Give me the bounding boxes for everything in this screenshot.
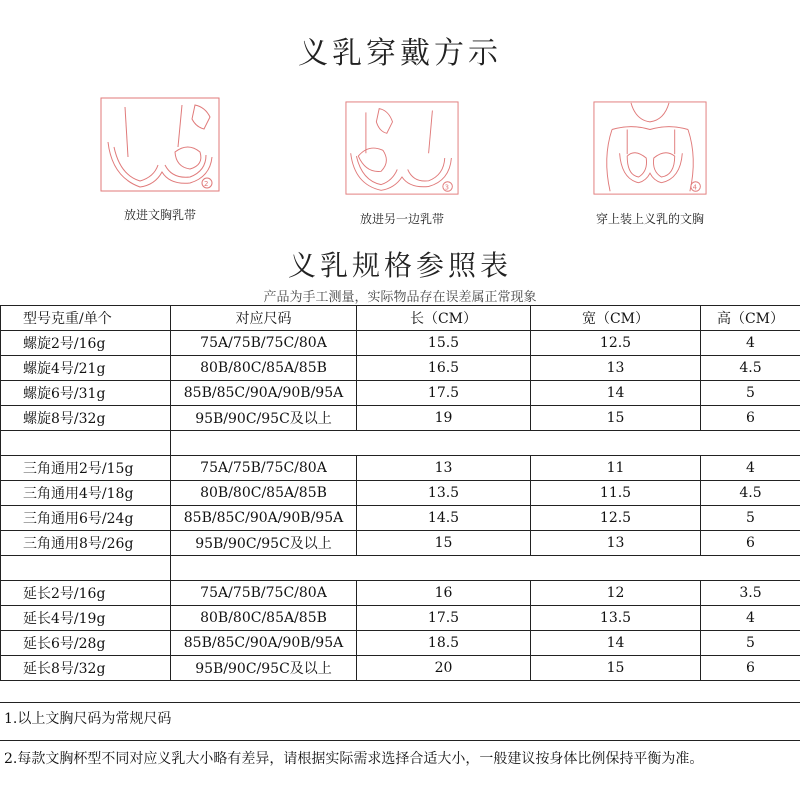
- table-cell: 三角通用2号/15g: [1, 456, 171, 481]
- table-cell: 13: [357, 456, 531, 481]
- table-cell: 75A/75B/75C/80A: [171, 331, 357, 356]
- table-row: [1, 381, 800, 406]
- table-cell: 75A/75B/75C/80A: [171, 456, 357, 481]
- table-cell: 13.5: [531, 606, 701, 631]
- table-cell: 15.5: [357, 331, 531, 356]
- table-header-cell: 对应尺码: [171, 306, 357, 331]
- table-cell: 95B/90C/95C及以上: [171, 656, 357, 681]
- table-cell: 12.5: [531, 506, 701, 531]
- table-cell: 5: [701, 506, 800, 531]
- table-cell: 85B/85C/90A/90B/95A: [171, 506, 357, 531]
- table-cell: 85B/85C/90A/90B/95A: [171, 381, 357, 406]
- bra-insert-other-side-illustration: [342, 101, 462, 196]
- table-cell: 3.5: [701, 581, 800, 606]
- table-cell: 4: [701, 331, 800, 356]
- table-cell: 12.5: [531, 331, 701, 356]
- table-cell: 80B/80C/85A/85B: [171, 356, 357, 381]
- table-row: [1, 606, 800, 631]
- table-cell: 三角通用4号/18g: [1, 481, 171, 506]
- table-row: [1, 506, 800, 531]
- spec-table: [0, 305, 800, 681]
- table-row: [1, 631, 800, 656]
- table-cell: 4.5: [701, 481, 800, 506]
- table-cell: 80B/80C/85A/85B: [171, 606, 357, 631]
- spacer-cell: [171, 556, 800, 581]
- wearing-bra-illustration: [590, 101, 710, 196]
- table-row: [1, 331, 800, 356]
- wear-method-title: 义乳穿戴方示: [298, 36, 502, 71]
- table-cell: 延长8号/32g: [1, 656, 171, 681]
- table-cell: 5: [701, 381, 800, 406]
- table-cell: 15: [531, 406, 701, 431]
- table-cell: 三角通用8号/26g: [1, 531, 171, 556]
- table-cell: 螺旋4号/21g: [1, 356, 171, 381]
- table-header-row: [1, 306, 800, 331]
- measurement-note: 产品为手工测量，实际物品存在误差属正常现象: [263, 290, 537, 305]
- svg-text:3: 3: [444, 183, 449, 192]
- table-header-cell: 高（CM）: [701, 306, 800, 331]
- table-cell: 12: [531, 581, 701, 606]
- table-cell: 5: [701, 631, 800, 656]
- table-cell: 螺旋2号/16g: [1, 331, 171, 356]
- table-cell: 11.5: [531, 481, 701, 506]
- table-cell: 三角通用6号/24g: [1, 506, 171, 531]
- table-cell: 75A/75B/75C/80A: [171, 581, 357, 606]
- table-cell: 15: [357, 531, 531, 556]
- table-cell: 13.5: [357, 481, 531, 506]
- table-header-cell: 长（CM）: [357, 306, 531, 331]
- spacer-cell: [171, 431, 800, 456]
- divider: [0, 702, 800, 703]
- table-cell: 13: [531, 356, 701, 381]
- table-cell: 6: [701, 656, 800, 681]
- table-cell: 螺旋8号/32g: [1, 406, 171, 431]
- table-cell: 14: [531, 631, 701, 656]
- svg-text:4: 4: [692, 183, 697, 192]
- table-cell: 6: [701, 406, 800, 431]
- table-cell: 延长2号/16g: [1, 581, 171, 606]
- table-row: [1, 406, 800, 431]
- table-row: [1, 656, 800, 681]
- step-caption-2: 放进另一边乳带: [359, 212, 444, 226]
- svg-text:2: 2: [204, 180, 209, 188]
- table-cell: 13: [531, 531, 701, 556]
- table-cell: 20: [357, 656, 531, 681]
- table-cell: 延长6号/28g: [1, 631, 171, 656]
- table-header-cell: 型号克重/单个: [1, 306, 171, 331]
- note-1: 1.以上文胸尺码为常规尺码: [4, 711, 172, 727]
- divider: [0, 740, 800, 741]
- table-row: [1, 481, 800, 506]
- table-cell: 18.5: [357, 631, 531, 656]
- note-2: 2.每款文胸杯型不同对应义乳大小略有差异，请根据实际需求选择合适大小，一般建议按身体比例保持平衡为准。: [4, 751, 704, 767]
- table-cell: 14.5: [357, 506, 531, 531]
- spec-table-body: [1, 306, 800, 681]
- table-cell: 延长4号/19g: [1, 606, 171, 631]
- spec-table-title: 义乳规格参照表: [287, 249, 512, 282]
- table-row: [1, 456, 800, 481]
- table-cell: 6: [701, 531, 800, 556]
- table-cell: 95B/90C/95C及以上: [171, 531, 357, 556]
- table-cell: 14: [531, 381, 701, 406]
- table-spacer-row: [1, 431, 800, 456]
- table-cell: 16.5: [357, 356, 531, 381]
- table-row: [1, 581, 800, 606]
- spacer-cell: [1, 431, 171, 456]
- table-row: [1, 356, 800, 381]
- table-cell: 19: [357, 406, 531, 431]
- table-cell: 4: [701, 606, 800, 631]
- table-cell: 17.5: [357, 606, 531, 631]
- table-spacer-row: [1, 556, 800, 581]
- table-cell: 4.5: [701, 356, 800, 381]
- table-cell: 85B/85C/90A/90B/95A: [171, 631, 357, 656]
- table-cell: 11: [531, 456, 701, 481]
- spacer-cell: [1, 556, 171, 581]
- table-cell: 16: [357, 581, 531, 606]
- step-caption-1: 放进文胸乳带: [123, 208, 196, 222]
- table-cell: 15: [531, 656, 701, 681]
- table-row: [1, 531, 800, 556]
- table-cell: 螺旋6号/31g: [1, 381, 171, 406]
- step-caption-3: 穿上装上义乳的文胸: [595, 212, 704, 226]
- table-cell: 95B/90C/95C及以上: [171, 406, 357, 431]
- table-header-cell: 宽（CM）: [531, 306, 701, 331]
- bra-insert-drawing: [100, 97, 220, 192]
- table-cell: 17.5: [357, 381, 531, 406]
- table-cell: 4: [701, 456, 800, 481]
- table-cell: 80B/80C/85A/85B: [171, 481, 357, 506]
